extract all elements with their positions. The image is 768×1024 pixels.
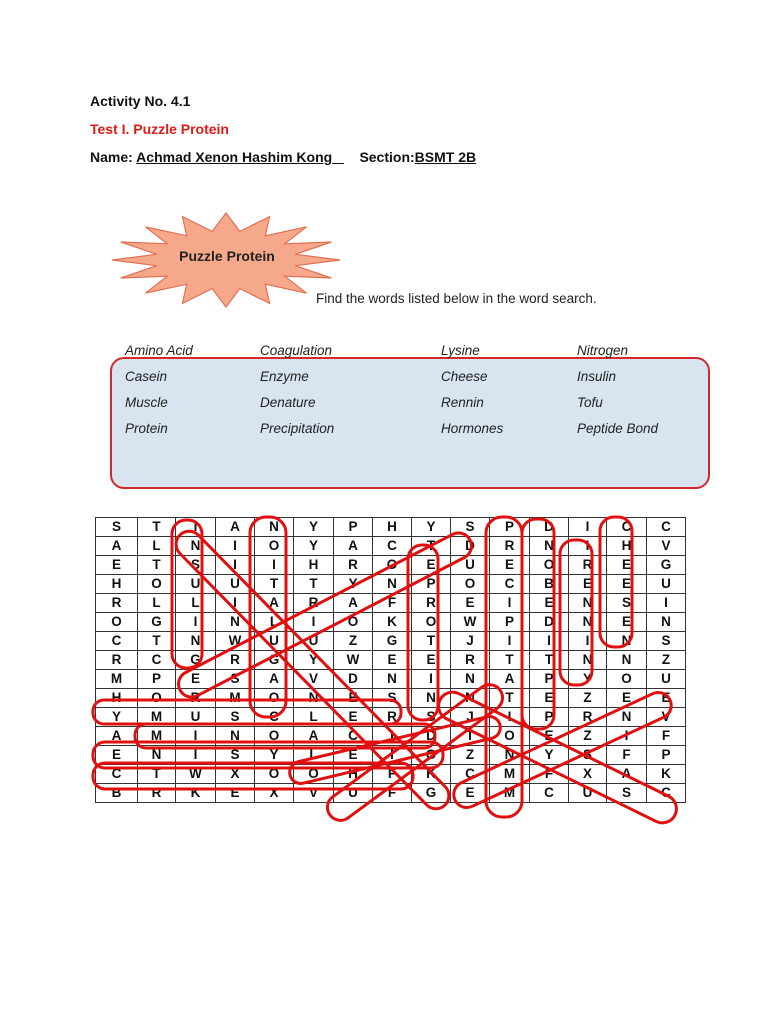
grid-row xyxy=(96,670,686,689)
grid-cell: I xyxy=(373,727,412,746)
grid-cell: V xyxy=(647,708,686,727)
grid-cell: I xyxy=(569,537,607,556)
grid-cell: A xyxy=(294,727,334,746)
grid-cell: N xyxy=(569,613,607,632)
grid-cell: I xyxy=(412,670,451,689)
grid-cell: H xyxy=(294,556,334,575)
grid-cell: I xyxy=(255,556,294,575)
grid-cell: N xyxy=(607,632,647,651)
name-section-line xyxy=(90,149,476,165)
grid-cell: E xyxy=(607,575,647,594)
grid-cell: P xyxy=(490,518,530,537)
grid-cell: I xyxy=(607,727,647,746)
grid-cell: G xyxy=(647,556,686,575)
grid-cell: I xyxy=(490,594,530,613)
grid-row xyxy=(96,613,686,632)
grid-cell: F xyxy=(373,784,412,803)
grid-cell: X xyxy=(216,765,255,784)
grid-cell: A xyxy=(607,765,647,784)
grid-cell: P xyxy=(530,708,569,727)
grid-cell: J xyxy=(451,632,490,651)
grid-cell: T xyxy=(451,727,490,746)
grid-cell: T xyxy=(490,651,530,670)
grid-cell: Y xyxy=(412,518,451,537)
grid-cell: T xyxy=(138,765,176,784)
grid-cell: R xyxy=(490,537,530,556)
grid-cell: N xyxy=(216,613,255,632)
word-list-item: Denature xyxy=(260,395,316,410)
grid-cell: H xyxy=(96,689,138,708)
grid-cell: F xyxy=(373,765,412,784)
grid-cell: E xyxy=(607,556,647,575)
word-list-item: Casein xyxy=(125,369,168,384)
grid-cell: V xyxy=(647,537,686,556)
word-list-item: Lysine xyxy=(441,343,480,358)
grid-cell: N xyxy=(216,727,255,746)
grid-cell: I xyxy=(176,518,216,537)
grid-cell: U xyxy=(294,632,334,651)
grid-cell: O xyxy=(294,765,334,784)
instruction-text: Find the words listed below in the word search. xyxy=(316,291,597,306)
grid-cell: U xyxy=(647,670,686,689)
grid-cell: Y xyxy=(294,537,334,556)
grid-cell: N xyxy=(373,670,412,689)
grid-cell: T xyxy=(138,556,176,575)
grid-cell: W xyxy=(451,613,490,632)
grid-cell: A xyxy=(334,594,373,613)
grid-cell: H xyxy=(334,765,373,784)
grid-cell: S xyxy=(607,594,647,613)
grid-cell: S xyxy=(96,518,138,537)
grid-cell: W xyxy=(334,651,373,670)
grid-cell: C xyxy=(490,575,530,594)
word-list-item: Insulin xyxy=(577,369,617,384)
grid-cell: E xyxy=(530,727,569,746)
grid-cell: E xyxy=(334,689,373,708)
grid-cell: Y xyxy=(294,651,334,670)
grid-cell: O xyxy=(607,670,647,689)
word-list-item: Tofu xyxy=(577,395,603,410)
grid-row xyxy=(96,632,686,651)
grid-cell: U xyxy=(216,575,255,594)
grid-cell: P xyxy=(138,670,176,689)
grid-cell: W xyxy=(176,765,216,784)
badge-label: Puzzle Protein xyxy=(179,248,275,264)
grid-cell: I xyxy=(647,594,686,613)
grid-cell: Z xyxy=(451,746,490,765)
word-list-item: Rennin xyxy=(441,395,484,410)
grid-cell: Y xyxy=(530,746,569,765)
grid-cell: E xyxy=(490,556,530,575)
grid-cell: R xyxy=(569,708,607,727)
grid-cell: M xyxy=(138,708,176,727)
grid-cell: R xyxy=(176,689,216,708)
grid-cell: I xyxy=(176,746,216,765)
grid-cell: E xyxy=(176,670,216,689)
grid-cell: F xyxy=(373,594,412,613)
grid-cell: Z xyxy=(647,651,686,670)
grid-cell: I xyxy=(569,518,607,537)
grid-cell: R xyxy=(294,594,334,613)
grid-cell: I xyxy=(176,613,216,632)
grid-cell: I xyxy=(530,632,569,651)
grid-cell: S xyxy=(216,670,255,689)
grid-cell: E xyxy=(216,784,255,803)
grid-cell: E xyxy=(530,689,569,708)
grid-cell: E xyxy=(412,556,451,575)
grid-cell: A xyxy=(96,537,138,556)
grid-cell: S xyxy=(451,518,490,537)
grid-row xyxy=(96,708,686,727)
grid-cell: S xyxy=(647,632,686,651)
grid-cell: E xyxy=(334,708,373,727)
grid-cell: C xyxy=(647,518,686,537)
grid-cell: R xyxy=(216,651,255,670)
word-list-item: Nitrogen xyxy=(577,343,629,358)
grid-cell: I xyxy=(490,632,530,651)
grid-cell: N xyxy=(647,613,686,632)
grid-cell: S xyxy=(569,746,607,765)
grid-cell: T xyxy=(530,651,569,670)
grid-cell: G xyxy=(373,632,412,651)
grid-cell: S xyxy=(607,784,647,803)
grid-cell: D xyxy=(334,670,373,689)
grid-cell: N xyxy=(607,651,647,670)
grid-row xyxy=(96,651,686,670)
grid-cell: S xyxy=(373,689,412,708)
word-list-item: Cheese xyxy=(441,369,488,384)
grid-cell: P xyxy=(530,670,569,689)
grid-cell: X xyxy=(569,765,607,784)
grid-cell: C xyxy=(607,518,647,537)
grid-cell: E xyxy=(647,689,686,708)
grid-cell: B xyxy=(530,575,569,594)
word-list-item: Protein xyxy=(125,421,168,436)
grid-cell: O xyxy=(255,689,294,708)
grid-cell: Z xyxy=(334,632,373,651)
grid-cell: T xyxy=(138,518,176,537)
grid-row xyxy=(96,556,686,575)
grid-cell: Y xyxy=(569,670,607,689)
grid-cell: U xyxy=(451,556,490,575)
grid-cell: B xyxy=(96,784,138,803)
grid-cell: X xyxy=(255,784,294,803)
activity-number: Activity No. 4.1 xyxy=(90,93,191,109)
grid-cell: V xyxy=(294,670,334,689)
grid-cell: A xyxy=(255,594,294,613)
grid-cell: E xyxy=(607,689,647,708)
grid-cell: C xyxy=(96,765,138,784)
name-label: Name: xyxy=(90,149,133,165)
grid-cell: L xyxy=(255,613,294,632)
word-search-grid xyxy=(95,517,686,803)
grid-cell: M xyxy=(96,670,138,689)
grid-row xyxy=(96,575,686,594)
grid-row xyxy=(96,594,686,613)
grid-cell: U xyxy=(569,784,607,803)
grid-cell: G xyxy=(176,651,216,670)
grid-cell: T xyxy=(412,632,451,651)
grid-cell: R xyxy=(96,651,138,670)
grid-cell: N xyxy=(530,537,569,556)
grid-cell: U xyxy=(255,632,294,651)
word-list-item: Hormones xyxy=(441,421,504,436)
grid-cell: H xyxy=(373,518,412,537)
grid-cell: E xyxy=(334,746,373,765)
grid-cell: S xyxy=(216,746,255,765)
grid-cell: E xyxy=(373,651,412,670)
grid-cell: C xyxy=(451,765,490,784)
grid-row xyxy=(96,784,686,803)
grid-cell: R xyxy=(451,651,490,670)
grid-cell: P xyxy=(647,746,686,765)
grid-cell: O xyxy=(138,575,176,594)
grid-cell: Z xyxy=(569,727,607,746)
grid-cell: N xyxy=(490,746,530,765)
grid-cell: H xyxy=(607,537,647,556)
grid-cell: E xyxy=(412,651,451,670)
grid-cell: V xyxy=(294,784,334,803)
grid-cell: C xyxy=(255,708,294,727)
grid-cell: N xyxy=(373,575,412,594)
word-list-item: Peptide Bond xyxy=(577,421,659,436)
grid-cell: M xyxy=(490,784,530,803)
grid-cell: O xyxy=(373,556,412,575)
grid-cell: O xyxy=(255,765,294,784)
grid-cell: A xyxy=(216,518,255,537)
grid-cell: A xyxy=(490,670,530,689)
grid-cell: K xyxy=(373,613,412,632)
grid-cell: W xyxy=(216,632,255,651)
grid-cell: E xyxy=(96,556,138,575)
grid-cell: N xyxy=(607,708,647,727)
grid-cell: I xyxy=(373,746,412,765)
grid-cell: C xyxy=(647,784,686,803)
grid-cell: D xyxy=(412,727,451,746)
grid-cell: N xyxy=(451,689,490,708)
grid-cell: A xyxy=(255,670,294,689)
grid-cell: I xyxy=(569,632,607,651)
grid-cell: F xyxy=(607,746,647,765)
grid-cell: R xyxy=(412,594,451,613)
grid-cell: N xyxy=(451,670,490,689)
grid-cell: O xyxy=(138,689,176,708)
word-list-item: Precipitation xyxy=(260,421,335,436)
grid-cell: T xyxy=(412,537,451,556)
grid-cell: Y xyxy=(334,575,373,594)
grid-cell: I xyxy=(294,613,334,632)
grid-cell: I xyxy=(216,594,255,613)
grid-cell: N xyxy=(176,632,216,651)
grid-cell: K xyxy=(412,765,451,784)
grid-cell: L xyxy=(294,746,334,765)
grid-cell: O xyxy=(255,537,294,556)
grid-cell: F xyxy=(530,765,569,784)
grid-cell: M xyxy=(490,765,530,784)
grid-cell: R xyxy=(334,556,373,575)
section-value: BSMT 2B xyxy=(414,149,477,165)
word-list-item: Muscle xyxy=(125,395,168,410)
grid-cell: N xyxy=(294,689,334,708)
grid-cell: N xyxy=(176,537,216,556)
grid-cell: P xyxy=(334,518,373,537)
grid-cell: O xyxy=(530,556,569,575)
grid-cell: E xyxy=(607,613,647,632)
grid-cell: S xyxy=(412,708,451,727)
grid-cell: Y xyxy=(255,746,294,765)
grid-row xyxy=(96,689,686,708)
grid-cell: E xyxy=(451,594,490,613)
grid-cell: N xyxy=(412,689,451,708)
word-list-item: Coagulation xyxy=(260,343,333,358)
grid-cell: C xyxy=(530,784,569,803)
grid-cell: T xyxy=(294,575,334,594)
word-list-item: Enzyme xyxy=(260,369,309,384)
grid-cell: U xyxy=(176,575,216,594)
grid-cell: D xyxy=(530,518,569,537)
grid-cell: P xyxy=(490,613,530,632)
grid-cell: J xyxy=(451,708,490,727)
grid-cell: O xyxy=(334,613,373,632)
grid-cell: O xyxy=(412,613,451,632)
grid-cell: K xyxy=(647,765,686,784)
grid-cell: Z xyxy=(569,689,607,708)
grid-cell: U xyxy=(176,708,216,727)
grid-cell: R xyxy=(138,784,176,803)
grid-cell: N xyxy=(569,651,607,670)
grid-cell: R xyxy=(373,708,412,727)
grid-cell: N xyxy=(255,518,294,537)
grid-cell: L xyxy=(138,537,176,556)
grid-cell: P xyxy=(412,575,451,594)
grid-cell: I xyxy=(216,556,255,575)
grid-cell: C xyxy=(373,537,412,556)
grid-cell: C xyxy=(138,651,176,670)
grid-cell: A xyxy=(334,537,373,556)
grid-cell: T xyxy=(255,575,294,594)
grid-row xyxy=(96,727,686,746)
grid-cell: C xyxy=(96,632,138,651)
grid-row xyxy=(96,765,686,784)
grid-cell: U xyxy=(647,575,686,594)
grid-cell: A xyxy=(96,727,138,746)
grid-cell: E xyxy=(96,746,138,765)
grid-cell: Y xyxy=(294,518,334,537)
grid-cell: G xyxy=(255,651,294,670)
grid-cell: T xyxy=(138,632,176,651)
grid-cell: L xyxy=(294,708,334,727)
student-name: Achmad Xenon Hashim Kong xyxy=(136,149,333,165)
grid-cell: I xyxy=(216,537,255,556)
grid-row xyxy=(96,746,686,765)
grid-cell: H xyxy=(96,575,138,594)
grid-cell: O xyxy=(412,746,451,765)
grid-cell: E xyxy=(451,784,490,803)
grid-cell: R xyxy=(96,594,138,613)
grid-cell: E xyxy=(569,575,607,594)
grid-cell: I xyxy=(176,727,216,746)
grid-row xyxy=(96,537,686,556)
grid-cell: O xyxy=(451,575,490,594)
grid-cell: O xyxy=(490,727,530,746)
grid-cell: U xyxy=(334,784,373,803)
grid-cell: N xyxy=(569,594,607,613)
grid-cell: D xyxy=(530,613,569,632)
grid-cell: D xyxy=(451,537,490,556)
grid-cell: M xyxy=(138,727,176,746)
grid-cell: S xyxy=(216,708,255,727)
grid-cell: E xyxy=(530,594,569,613)
grid-cell: C xyxy=(334,727,373,746)
section-label: Section: xyxy=(359,149,415,165)
grid-cell: G xyxy=(138,613,176,632)
grid-cell: Y xyxy=(96,708,138,727)
grid-row xyxy=(96,518,686,537)
test-title: Test I. Puzzle Protein xyxy=(90,121,229,137)
grid-cell: L xyxy=(138,594,176,613)
grid-cell: K xyxy=(176,784,216,803)
word-list-item: Amino Acid xyxy=(125,343,193,358)
grid-cell: I xyxy=(490,708,530,727)
grid-cell: L xyxy=(176,594,216,613)
grid-cell: M xyxy=(216,689,255,708)
grid-cell: F xyxy=(647,727,686,746)
grid-cell: O xyxy=(255,727,294,746)
grid-cell: G xyxy=(412,784,451,803)
grid-cell: N xyxy=(138,746,176,765)
name-underline-pad xyxy=(332,149,344,165)
grid-cell: O xyxy=(96,613,138,632)
grid-cell: R xyxy=(569,556,607,575)
grid-cell: S xyxy=(176,556,216,575)
grid-cell: T xyxy=(490,689,530,708)
